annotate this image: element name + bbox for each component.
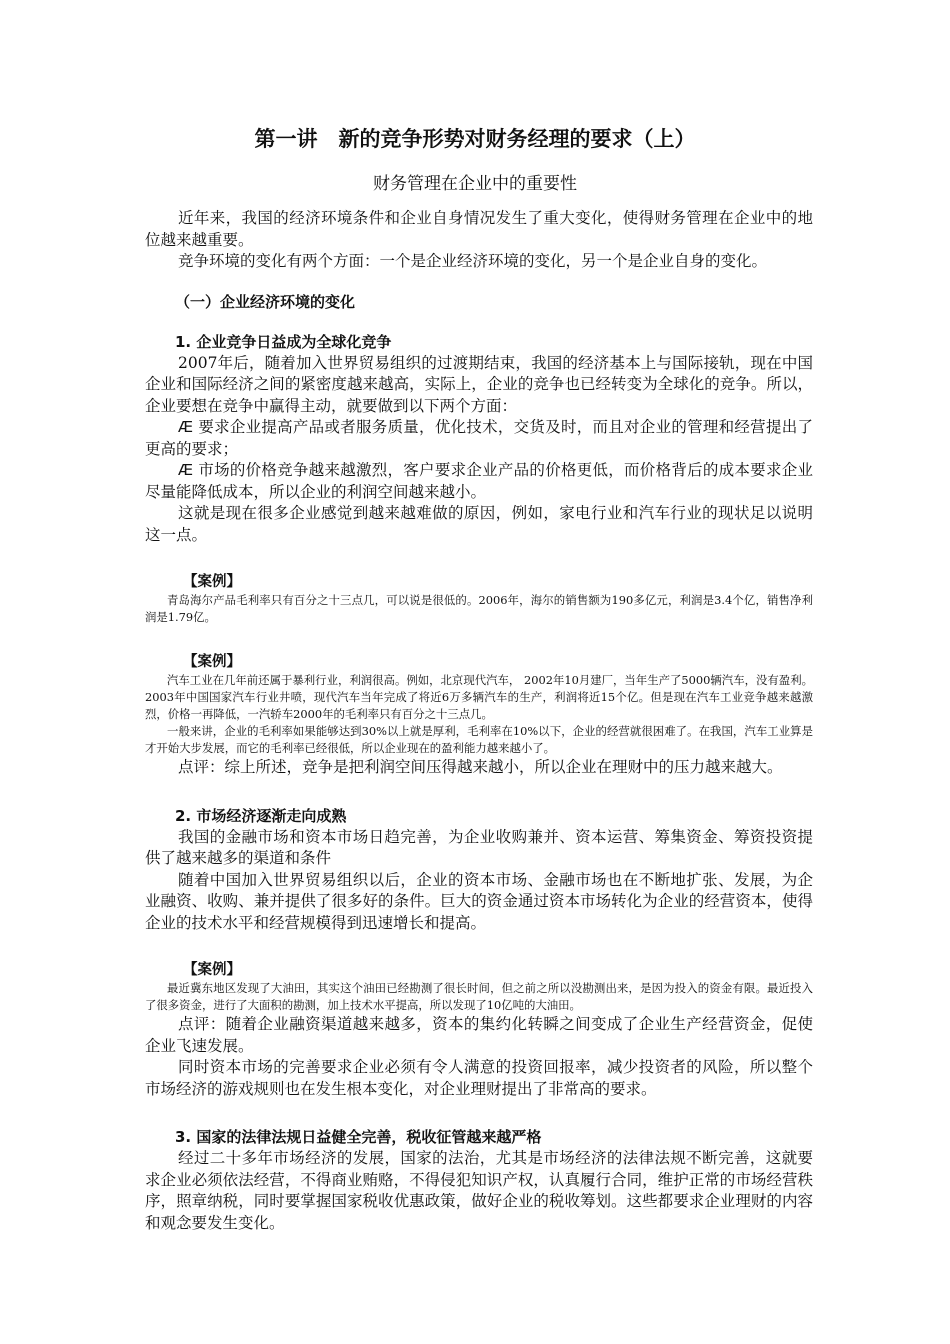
s1-comment: 点评：综上所述，竞争是把利润空间压得越来越小，所以企业在理财中的压力越来越大。 [178, 758, 783, 776]
s2-paragraph-3: 同时资本市场的完善要求企业必须有令人满意的投资回报率，减少投资者的风险，所以整个市场经济的游戏规则也在发生根本变化，对企业理财提出了非常高的要求。 [145, 1058, 813, 1098]
s1-paragraph-2: 这就是现在很多企业感觉到越来越难做的原因，例如，家电行业和汽车行业的现状足以说明这一点。 [145, 504, 813, 544]
case-label: 【案例】 [183, 574, 241, 590]
s2-paragraph-2: 随着中国加入世界贸易组织以后，企业的资本市场、金融市场也在不断地扩张、发展，为企业融资、收购、兼并提供了很多好的条件。巨大的资金通过资本市场转化为企业的经营资本，使得企业的技术水平和经营规模得到迅速增长和提高。 [145, 870, 813, 932]
s1-paragraph-1: 2007年后，随着加入世界贸易组织的过渡期结束，我国的经济基本上与国际接轨，现在中国企业和国际经济之间的紧密度越来越高，实际上，企业的竞争也已经转变为全球化的竞争。所以，企业要想在竞争中赢得主动，就要做到以下两个方面： [145, 353, 813, 415]
intro-paragraph-1: 近年来，我国的经济环境条件和企业自身情况发生了重大变化，使得财务管理在企业中的地位越来越重要。 [145, 209, 813, 249]
section-heading: （一）企业经济环境的变化 [175, 292, 356, 311]
subsection-3-heading: 3. 国家的法律法规日益健全完善，税收征管越来越严格 [175, 1128, 542, 1146]
intro-paragraph-2: 竞争环境的变化有两个方面：一个是企业经济环境的变化，另一个是企业自身的变化。 [178, 252, 768, 270]
case-text-2b: 一般来讲，企业的毛利率如果能够达到30%以上就是厚利，毛利率在10%以下，企业的经营就很困难了。在我国，汽车工业算是才开始大步发展，而它的毛利率已经很低，所以企业现在的盈利能力越来越小了。 [145, 724, 813, 755]
s1-bullet-2 [145, 460, 813, 503]
subsection-1-heading: 1. 企业竞争日益成为全球化竞争 [175, 332, 392, 351]
s2-paragraph-1: 我国的金融市场和资本市场日趋完善，为企业收购兼并、资本运营、筹集资金、筹资投资提供了越来越多的渠道和条件 [145, 827, 813, 867]
subsection-2-heading: 2. 市场经济逐渐走向成熟 [175, 806, 347, 825]
case-label: 【案例】 [183, 962, 241, 978]
bullet-icon: Æ [178, 418, 194, 436]
case-text-2a: 汽车工业在几年前还属于暴利行业，利润很高。例如，北京现代汽车， 2002年10月建厂，当年生产了5000辆汽车，没有盈利。2003年中国国家汽车行业井喷，现代汽车当年完成了将近6万多辆汽车的生产，利润将近15个亿。但是现在汽车工业竞争越来越激烈，价格一再降低，一汽轿车2000年的毛利率只有百分之十三点几。 [145, 673, 813, 721]
case-text-3: 最近冀东地区发现了大油田，其实这个油田已经勘测了很长时间，但之前之所以没勘测出来，是因为投入的资金有限。最近投入了很多资金，进行了大面积的勘测，加上技术水平提高，所以发现了10亿吨的大油田。 [145, 981, 813, 1012]
page-subtitle: 财务管理在企业中的重要性 [373, 174, 577, 194]
s2-comment: 点评：随着企业融资渠道越来越多，资本的集约化转瞬之间变成了企业生产经营资金，促使企业飞速发展。 [145, 1015, 813, 1055]
document-body [145, 208, 813, 1234]
s3-paragraph-1: 经过二十多年市场经济的发展，国家的法治，尤其是市场经济的法律法规不断完善，这就要求企业必须依法经营，不得商业贿赂，不得侵犯知识产权，认真履行合同，维护正常的市场经营秩序，照章纳税，同时要掌握国家税收优惠政策，做好企业的税收筹划。这些都要求企业理财的内容和观念要发生变化。 [145, 1149, 813, 1232]
s1-bullet-2-text: 市场的价格竞争越来越激烈，客户要求企业产品的价格更低，而价格背后的成本要求企业尽量能降低成本，所以企业的利润空间越来越小。 [145, 461, 813, 501]
page-title: 第一讲 新的竞争形势对财务经理的要求（上） [254, 127, 696, 151]
case-label: 【案例】 [183, 654, 241, 670]
s1-bullet-1-text: 要求企业提高产品或者服务质量，优化技术，交货及时，而且对企业的管理和经营提出了更高的要求； [145, 418, 813, 458]
s1-bullet-1 [145, 417, 813, 460]
case-text-1: 青岛海尔产品毛利率只有百分之十三点几，可以说是很低的。2006年，海尔的销售额为190多亿元，利润是3.4个亿，销售净利润是1.79亿。 [145, 593, 813, 624]
bullet-icon: Æ [178, 461, 194, 479]
